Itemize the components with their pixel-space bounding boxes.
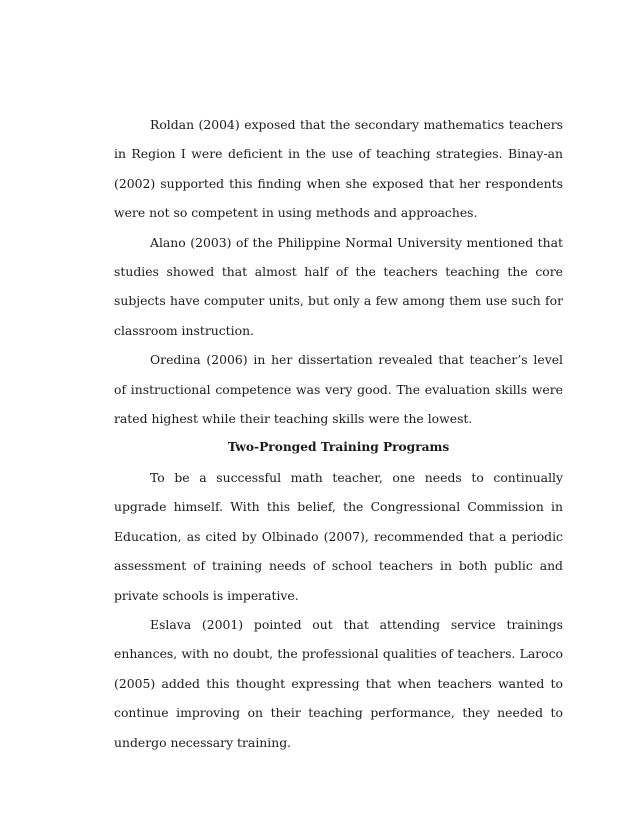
- paragraph-roldan: Roldan (2004) exposed that the secondary mathematics teachers in Region I were deficient in the use of teaching strategies. Binay-an (2002) supported this finding when she exposed that her respondents were not so competent in using methods and approaches.: [114, 117, 563, 221]
- paragraph-alano: Alano (2003) of the Philippine Normal University mentioned that studies showed that almost half of the teachers teaching the core subjects have computer units, but only a few among them use such for classroom instruction.: [114, 234, 563, 338]
- paragraph-eslava: Eslava (2001) pointed out that attending service trainings enhances, with no doubt, the professional qualities of teachers. Laroco (2005) added this thought expressing that when teachers wanted to continue improving on their teaching performance, they needed to undergo necessary training.: [114, 616, 563, 750]
- paragraph-successful-math-teacher: To be a successful math teacher, one needs to continually upgrade himself. With this belief, the Congressional Commission in Education, as cited by Olbinado (2007), recommended that a periodic assessment of training needs of school teachers in both public and private schools is imperative.: [114, 469, 563, 603]
- section-heading: Two-Pronged Training Programs: [227, 440, 450, 455]
- paragraph-oredina: Oredina (2006) in her dissertation revealed that teacher’s level of instructional competence was very good. The evaluation skills were rated highest while their teaching skills were the lowest.: [114, 352, 563, 427]
- document-page: [114, 110, 563, 757]
